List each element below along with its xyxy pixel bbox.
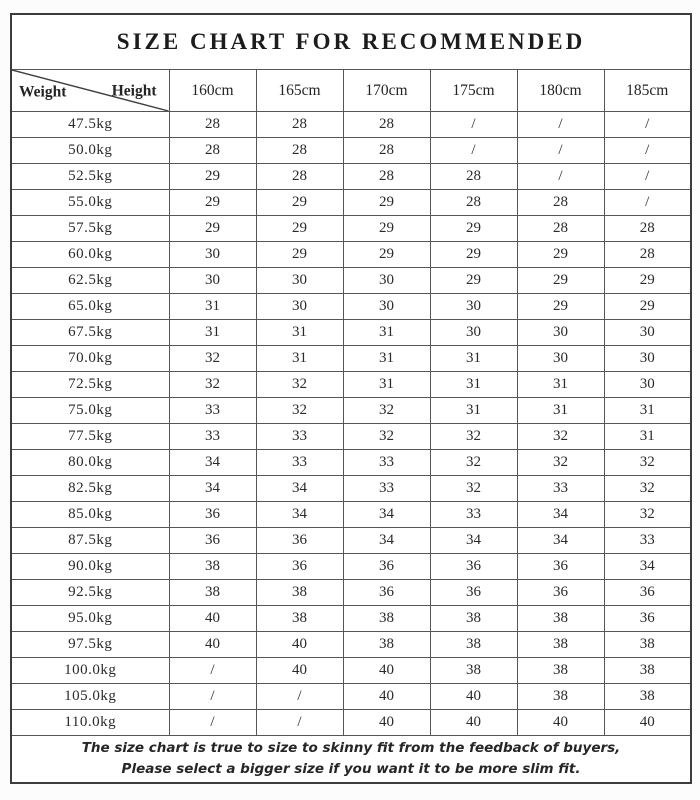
size-value-cell: 29 bbox=[517, 294, 604, 320]
size-value-cell: 34 bbox=[256, 502, 343, 528]
weight-cell: 57.5kg bbox=[11, 216, 169, 242]
size-value-cell: 38 bbox=[517, 658, 604, 684]
size-value-cell: 28 bbox=[343, 112, 430, 138]
weight-cell: 55.0kg bbox=[11, 190, 169, 216]
size-value-cell: 28 bbox=[169, 112, 256, 138]
weight-cell: 60.0kg bbox=[11, 242, 169, 268]
size-value-cell: 29 bbox=[256, 242, 343, 268]
size-value-cell: / bbox=[430, 138, 517, 164]
size-value-cell: 32 bbox=[517, 450, 604, 476]
size-value-cell: 29 bbox=[169, 164, 256, 190]
weight-height-corner-cell bbox=[11, 70, 169, 112]
footer-row bbox=[11, 736, 691, 784]
size-value-cell: 34 bbox=[517, 502, 604, 528]
weight-cell: 52.5kg bbox=[11, 164, 169, 190]
table-row bbox=[11, 710, 691, 736]
size-value-cell: 31 bbox=[517, 372, 604, 398]
table-row bbox=[11, 528, 691, 554]
size-value-cell: 29 bbox=[604, 294, 691, 320]
size-value-cell: 38 bbox=[256, 580, 343, 606]
size-value-cell: / bbox=[604, 190, 691, 216]
weight-cell: 47.5kg bbox=[11, 112, 169, 138]
weight-cell: 72.5kg bbox=[11, 372, 169, 398]
height-column-header: 170cm bbox=[343, 70, 430, 112]
height-column-header: 185cm bbox=[604, 70, 691, 112]
table-row bbox=[11, 372, 691, 398]
size-value-cell: 40 bbox=[343, 684, 430, 710]
table-row bbox=[11, 632, 691, 658]
size-value-cell: 32 bbox=[343, 424, 430, 450]
size-value-cell: / bbox=[604, 112, 691, 138]
weight-cell: 100.0kg bbox=[11, 658, 169, 684]
size-value-cell: 32 bbox=[604, 450, 691, 476]
table-row bbox=[11, 502, 691, 528]
weight-cell: 97.5kg bbox=[11, 632, 169, 658]
size-value-cell: 40 bbox=[430, 684, 517, 710]
size-value-cell: 29 bbox=[256, 190, 343, 216]
height-column-header: 175cm bbox=[430, 70, 517, 112]
size-value-cell: 29 bbox=[343, 190, 430, 216]
size-chart-table bbox=[10, 13, 692, 784]
size-value-cell: 31 bbox=[604, 424, 691, 450]
height-axis-label: Height bbox=[111, 82, 157, 100]
size-value-cell: 36 bbox=[517, 554, 604, 580]
size-value-cell: / bbox=[169, 710, 256, 736]
size-value-cell: 38 bbox=[517, 684, 604, 710]
size-value-cell: 38 bbox=[517, 606, 604, 632]
size-value-cell: 32 bbox=[343, 398, 430, 424]
height-column-header: 180cm bbox=[517, 70, 604, 112]
size-value-cell: 30 bbox=[604, 320, 691, 346]
size-value-cell: 29 bbox=[343, 216, 430, 242]
size-value-cell: 36 bbox=[604, 580, 691, 606]
height-column-header: 160cm bbox=[169, 70, 256, 112]
size-value-cell: 31 bbox=[343, 372, 430, 398]
table-row bbox=[11, 164, 691, 190]
size-value-cell: 28 bbox=[343, 164, 430, 190]
weight-cell: 85.0kg bbox=[11, 502, 169, 528]
size-value-cell: 36 bbox=[430, 580, 517, 606]
size-value-cell: 38 bbox=[604, 658, 691, 684]
size-value-cell: 32 bbox=[256, 398, 343, 424]
size-value-cell: 38 bbox=[430, 632, 517, 658]
size-value-cell: 34 bbox=[169, 476, 256, 502]
size-value-cell: 28 bbox=[604, 242, 691, 268]
size-value-cell: 29 bbox=[517, 242, 604, 268]
table-row bbox=[11, 112, 691, 138]
size-value-cell: / bbox=[430, 112, 517, 138]
size-value-cell: 32 bbox=[604, 502, 691, 528]
size-value-cell: 31 bbox=[430, 372, 517, 398]
table-row bbox=[11, 138, 691, 164]
size-value-cell: 28 bbox=[169, 138, 256, 164]
weight-cell: 105.0kg bbox=[11, 684, 169, 710]
size-value-cell: 29 bbox=[604, 268, 691, 294]
table-row bbox=[11, 658, 691, 684]
size-value-cell: 32 bbox=[517, 424, 604, 450]
table-row bbox=[11, 684, 691, 710]
size-value-cell: 38 bbox=[604, 632, 691, 658]
size-value-cell: / bbox=[169, 684, 256, 710]
size-value-cell: 28 bbox=[604, 216, 691, 242]
size-value-cell: 36 bbox=[343, 554, 430, 580]
size-value-cell: / bbox=[517, 112, 604, 138]
size-value-cell: 31 bbox=[343, 346, 430, 372]
weight-cell: 75.0kg bbox=[11, 398, 169, 424]
size-value-cell: / bbox=[169, 658, 256, 684]
chart-title: SIZE CHART FOR RECOMMENDED bbox=[11, 14, 691, 70]
weight-cell: 92.5kg bbox=[11, 580, 169, 606]
size-value-cell: 38 bbox=[517, 632, 604, 658]
size-value-cell: 36 bbox=[256, 528, 343, 554]
size-value-cell: 38 bbox=[256, 606, 343, 632]
size-value-cell: 36 bbox=[169, 502, 256, 528]
size-value-cell: 30 bbox=[517, 320, 604, 346]
size-value-cell: 28 bbox=[343, 138, 430, 164]
table-row bbox=[11, 242, 691, 268]
size-value-cell: 40 bbox=[604, 710, 691, 736]
size-value-cell: 28 bbox=[256, 112, 343, 138]
size-value-cell: 30 bbox=[256, 268, 343, 294]
size-value-cell: 38 bbox=[169, 554, 256, 580]
size-value-cell: 40 bbox=[169, 606, 256, 632]
size-value-cell: / bbox=[604, 164, 691, 190]
size-value-cell: 36 bbox=[430, 554, 517, 580]
size-value-cell: 40 bbox=[256, 632, 343, 658]
size-value-cell: 36 bbox=[343, 580, 430, 606]
size-value-cell: 32 bbox=[169, 372, 256, 398]
size-value-cell: 38 bbox=[343, 632, 430, 658]
size-value-cell: 33 bbox=[343, 476, 430, 502]
size-value-cell: 32 bbox=[430, 424, 517, 450]
size-value-cell: 38 bbox=[343, 606, 430, 632]
size-value-cell: 29 bbox=[343, 242, 430, 268]
size-value-cell: 33 bbox=[604, 528, 691, 554]
table-row bbox=[11, 606, 691, 632]
size-value-cell: 36 bbox=[604, 606, 691, 632]
size-value-cell: 28 bbox=[256, 138, 343, 164]
size-value-cell: 28 bbox=[430, 164, 517, 190]
table-row bbox=[11, 450, 691, 476]
size-value-cell: 31 bbox=[604, 398, 691, 424]
weight-cell: 77.5kg bbox=[11, 424, 169, 450]
size-value-cell: 36 bbox=[169, 528, 256, 554]
weight-cell: 65.0kg bbox=[11, 294, 169, 320]
size-value-cell: / bbox=[256, 684, 343, 710]
table-row bbox=[11, 554, 691, 580]
size-value-cell: 33 bbox=[343, 450, 430, 476]
size-value-cell: 33 bbox=[256, 424, 343, 450]
size-value-cell: 31 bbox=[169, 320, 256, 346]
size-value-cell: 33 bbox=[169, 398, 256, 424]
size-value-cell: 30 bbox=[169, 268, 256, 294]
size-value-cell: 40 bbox=[343, 710, 430, 736]
size-value-cell: 40 bbox=[430, 710, 517, 736]
table-row bbox=[11, 580, 691, 606]
size-value-cell: 34 bbox=[343, 502, 430, 528]
size-value-cell: 33 bbox=[517, 476, 604, 502]
size-value-cell: 29 bbox=[430, 216, 517, 242]
weight-cell: 62.5kg bbox=[11, 268, 169, 294]
size-value-cell: 40 bbox=[169, 632, 256, 658]
size-value-cell: / bbox=[517, 164, 604, 190]
size-value-cell: / bbox=[604, 138, 691, 164]
size-value-cell: 31 bbox=[169, 294, 256, 320]
size-value-cell: 31 bbox=[343, 320, 430, 346]
footer-line-2: Please select a bigger size if you want it to be more slim fit. bbox=[121, 761, 581, 777]
size-value-cell: 29 bbox=[256, 216, 343, 242]
size-value-cell: 32 bbox=[604, 476, 691, 502]
size-value-cell: 30 bbox=[430, 320, 517, 346]
table-row bbox=[11, 476, 691, 502]
size-value-cell: 34 bbox=[604, 554, 691, 580]
footer-note bbox=[11, 736, 691, 784]
size-value-cell: 30 bbox=[256, 294, 343, 320]
weight-cell: 87.5kg bbox=[11, 528, 169, 554]
table-row bbox=[11, 190, 691, 216]
weight-cell: 67.5kg bbox=[11, 320, 169, 346]
size-table-body bbox=[11, 112, 691, 736]
weight-cell: 82.5kg bbox=[11, 476, 169, 502]
size-value-cell: 31 bbox=[430, 346, 517, 372]
size-value-cell: 38 bbox=[430, 658, 517, 684]
size-value-cell: 38 bbox=[169, 580, 256, 606]
size-value-cell: 40 bbox=[256, 658, 343, 684]
size-value-cell: 30 bbox=[343, 294, 430, 320]
size-value-cell: 38 bbox=[604, 684, 691, 710]
size-value-cell: 30 bbox=[430, 294, 517, 320]
size-value-cell: 29 bbox=[169, 190, 256, 216]
size-value-cell: 34 bbox=[430, 528, 517, 554]
size-value-cell: 36 bbox=[517, 580, 604, 606]
size-value-cell: 28 bbox=[430, 190, 517, 216]
weight-cell: 110.0kg bbox=[11, 710, 169, 736]
size-value-cell: / bbox=[517, 138, 604, 164]
table-row bbox=[11, 320, 691, 346]
size-value-cell: 32 bbox=[430, 476, 517, 502]
size-value-cell: 30 bbox=[169, 242, 256, 268]
weight-cell: 80.0kg bbox=[11, 450, 169, 476]
size-value-cell: 31 bbox=[256, 346, 343, 372]
table-row bbox=[11, 216, 691, 242]
size-value-cell: 31 bbox=[430, 398, 517, 424]
weight-cell: 90.0kg bbox=[11, 554, 169, 580]
weight-cell: 95.0kg bbox=[11, 606, 169, 632]
table-row bbox=[11, 398, 691, 424]
size-value-cell: 31 bbox=[256, 320, 343, 346]
size-value-cell: 28 bbox=[517, 190, 604, 216]
title-row bbox=[11, 14, 691, 70]
table-row bbox=[11, 424, 691, 450]
size-value-cell: 33 bbox=[430, 502, 517, 528]
size-value-cell: 34 bbox=[343, 528, 430, 554]
size-value-cell: 29 bbox=[169, 216, 256, 242]
size-value-cell: 38 bbox=[430, 606, 517, 632]
weight-cell: 70.0kg bbox=[11, 346, 169, 372]
size-value-cell: 34 bbox=[517, 528, 604, 554]
size-value-cell: 30 bbox=[604, 372, 691, 398]
size-value-cell: / bbox=[256, 710, 343, 736]
size-value-cell: 33 bbox=[169, 424, 256, 450]
weight-cell: 50.0kg bbox=[11, 138, 169, 164]
size-value-cell: 34 bbox=[169, 450, 256, 476]
size-value-cell: 31 bbox=[517, 398, 604, 424]
size-value-cell: 32 bbox=[430, 450, 517, 476]
size-value-cell: 36 bbox=[256, 554, 343, 580]
size-value-cell: 28 bbox=[256, 164, 343, 190]
size-value-cell: 40 bbox=[517, 710, 604, 736]
size-value-cell: 30 bbox=[604, 346, 691, 372]
size-value-cell: 29 bbox=[517, 268, 604, 294]
size-value-cell: 32 bbox=[256, 372, 343, 398]
size-value-cell: 28 bbox=[517, 216, 604, 242]
size-value-cell: 30 bbox=[343, 268, 430, 294]
table-row bbox=[11, 268, 691, 294]
height-column-header: 165cm bbox=[256, 70, 343, 112]
table-row bbox=[11, 346, 691, 372]
header-row bbox=[11, 70, 691, 112]
size-value-cell: 32 bbox=[169, 346, 256, 372]
size-value-cell: 33 bbox=[256, 450, 343, 476]
size-value-cell: 30 bbox=[517, 346, 604, 372]
table-row bbox=[11, 294, 691, 320]
footer-line-1: The size chart is true to size to skinny fit from the feedback of buyers, bbox=[81, 740, 621, 756]
weight-axis-label: Weight bbox=[19, 82, 67, 100]
size-value-cell: 34 bbox=[256, 476, 343, 502]
size-value-cell: 40 bbox=[343, 658, 430, 684]
size-value-cell: 29 bbox=[430, 242, 517, 268]
size-value-cell: 29 bbox=[430, 268, 517, 294]
